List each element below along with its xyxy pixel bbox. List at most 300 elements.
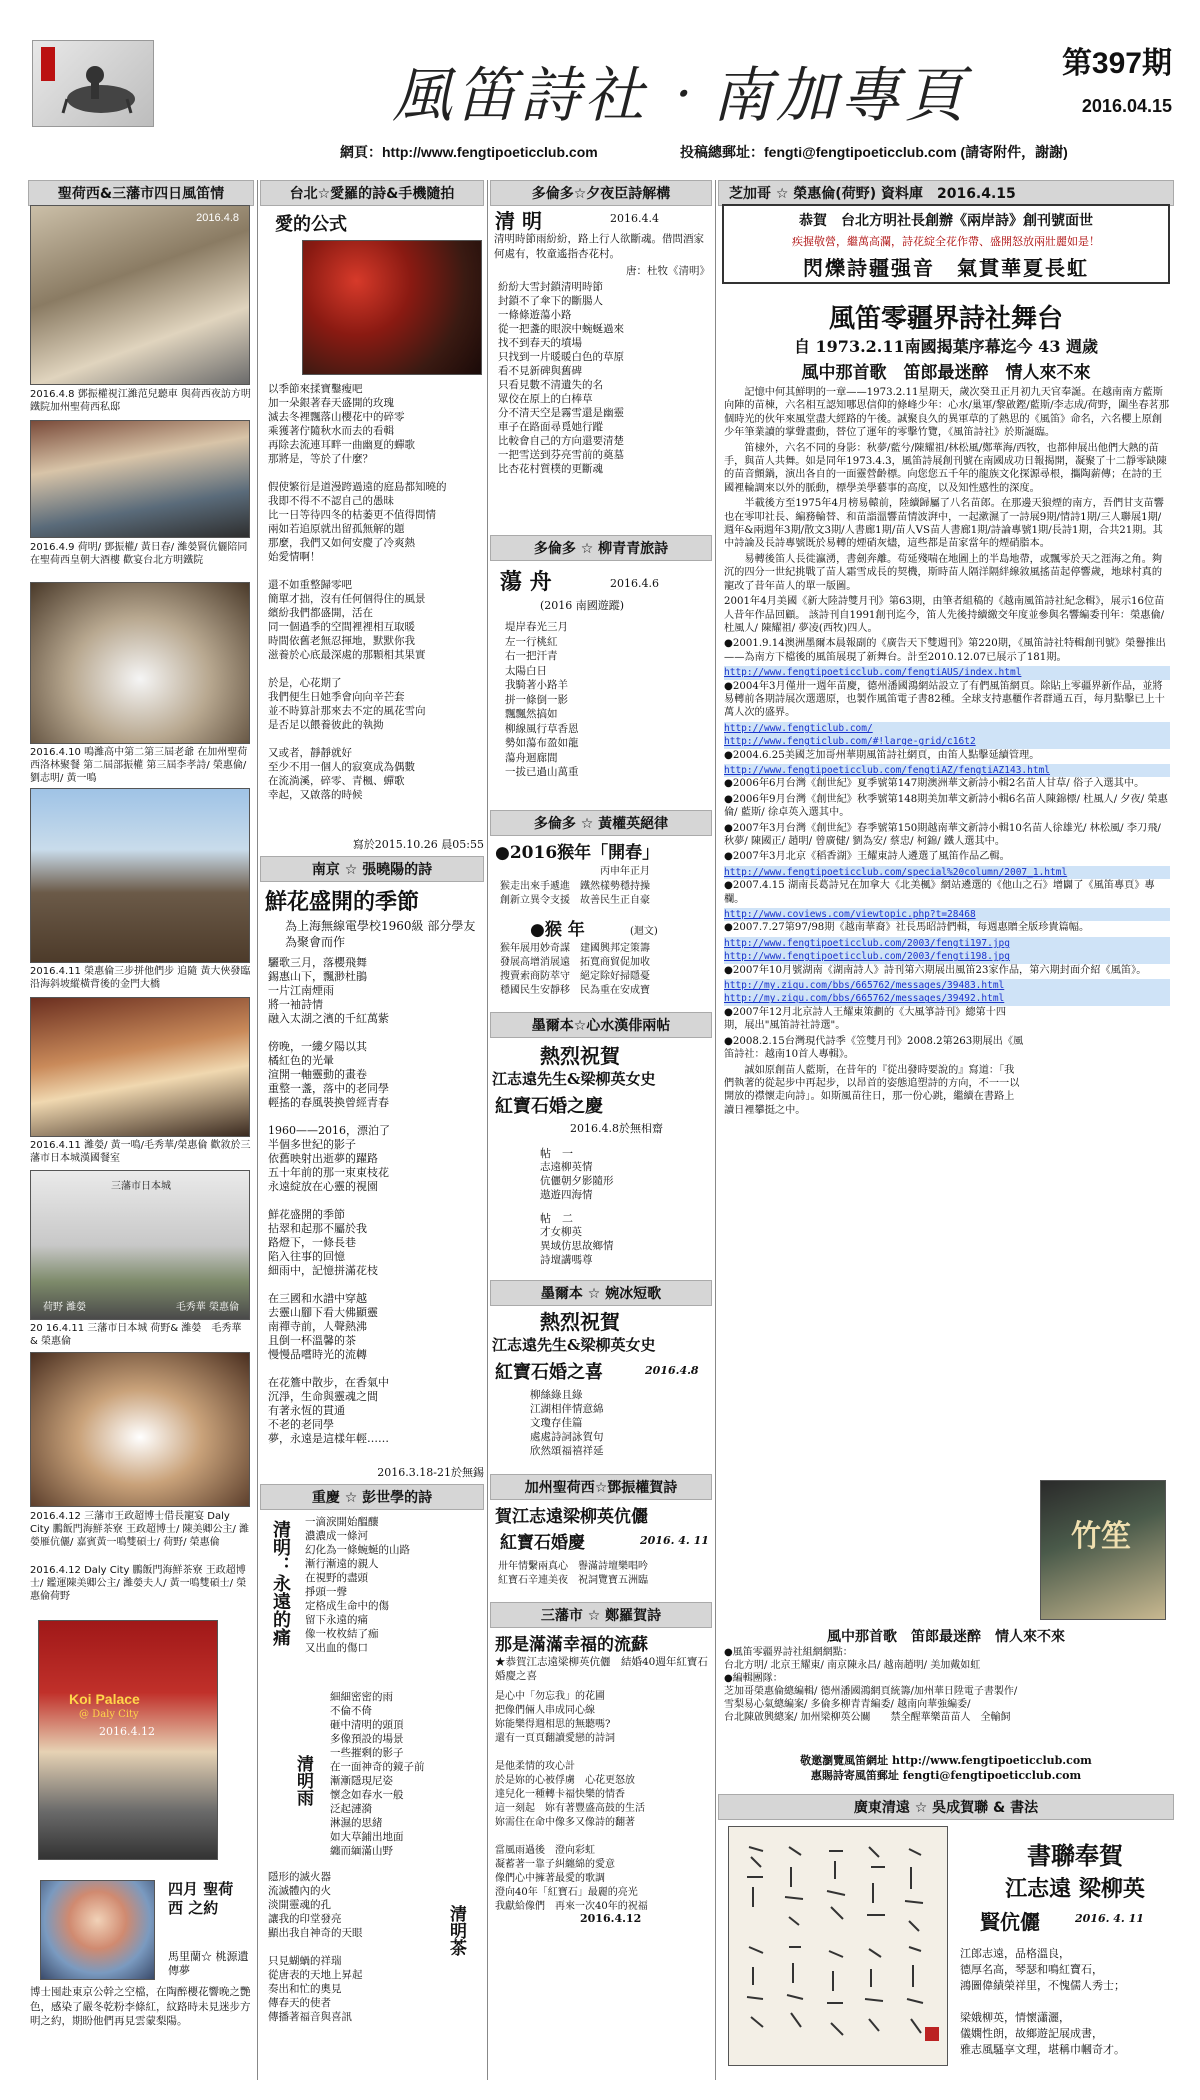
poem-line: 簡單才拙，沒有任何個得住的風景 — [268, 593, 426, 605]
poem-title: 清 明 — [495, 209, 542, 233]
section-header: 加州聖荷西☆鄧振權賀詩 — [490, 1474, 712, 1500]
poem-body — [330, 1690, 485, 1865]
sijia-author: 馬里蘭☆ 桃源遺傳夢 — [168, 1950, 249, 1977]
photo-date-label: 2016.4.8 — [196, 212, 239, 224]
poem-line: 不倫不倚 — [330, 1705, 372, 1717]
poem-line: 比較會自己的方向還要清楚 — [498, 435, 624, 447]
congrats-title: 賀江志遠梁柳英伉儷 — [495, 1507, 648, 1527]
calligraphy-line: 江郎志遠，品格溫良， — [960, 1947, 1070, 1960]
submission-email[interactable]: 投稿總郵址：fengti@fengtipoeticclub.com (請寄附件，謝謝) — [680, 144, 1068, 160]
article-paragraph: 半載後方至1975年4月榜易轅前，陸續歸屬了八名苗郎。在那邊天狼煙的南方，吾們甘支苗響也在零叩社長、編務輪替、和苗詣溫響苗情波湃中，一起漱濕了一詩展9期/情詩1期/三人聯展1期/週年&兩週年3期/散文3期/人書廊1期/苗人VS苗人書廊1期/詩論專號1期/長詩1期，合共21期。其中詩論及長詩專號既於易轉的煙硝灰燼，這些都是苗家當年的煙硝脂本。 — [724, 498, 1164, 550]
poem-line: 一條條遊蕩小路 — [498, 309, 572, 321]
poem-line: 驪歌三月，落櫻飛舞 — [268, 956, 367, 969]
issue-number: 第397期 — [1061, 47, 1172, 80]
poem-signature: 2016.3.18-21於無錫 — [377, 1466, 484, 1479]
article-bullet: ●2007年12月北京詩人王耀東策劃的《大風箏詩刊》總第十四期，展出"風笛詩社詩選"。 — [724, 1006, 1007, 1032]
tie-body — [540, 1160, 710, 1205]
poem-line: 左一行桃紅 — [505, 635, 558, 648]
poem-line: 還不如重整歸零吧 — [268, 579, 352, 591]
poem-line: 右一把汗青 — [505, 650, 558, 662]
poem-line: 加一朵銀著春天盛開的玫瑰 — [268, 397, 394, 409]
poem-line: 這一刻起 妳有著豐盛高鼓的生活 — [495, 1803, 645, 1814]
poem-line: 輕搖的春風裝換曾經青春 — [268, 1096, 389, 1109]
info-line: ●編輯團隊： — [724, 1673, 783, 1684]
poem-body — [495, 1690, 713, 1910]
col4-header: 芝加哥 ☆ 榮惠倫(荷野) 資料庫 2016.4.15 — [718, 180, 1174, 206]
poem-line — [268, 732, 484, 746]
article-link[interactable]: http://www.fengticlub.com/ — [724, 722, 1170, 735]
article-link[interactable]: http://www.fengtipoeticclub.com/fengtiAZ/fengtiAZ143.html — [724, 764, 1170, 777]
poem-date: 2016.4.6 — [610, 577, 659, 590]
calligraphy-line: 梁娥柳英，情懷瀟灑， — [960, 2011, 1070, 2024]
calligraphy-scroll — [728, 1826, 948, 2066]
poem-line: 依舊映射出逝夢的躍路 — [268, 1152, 378, 1165]
calligraphy-line: 鴻圖偉績榮祥里，不愧儒人秀士； — [960, 1979, 1125, 1992]
poem-subtitle: (迴文) — [630, 926, 658, 937]
poem-title: ●2016猴年「開春」 — [495, 843, 660, 863]
issue-date: 2016.04.15 — [1081, 96, 1172, 116]
congrats-sub: 紅寶石婚之慶 — [495, 1096, 603, 1117]
masthead — [22, 28, 1178, 136]
calligraphy-line: 德厚名高，琴瑟和鳴紅寶石， — [960, 1963, 1103, 1976]
congrats-title: 熱烈祝賀 — [540, 1310, 620, 1334]
divider — [487, 180, 488, 2080]
poem-line: 穩國民生安靜移 民為重在安成寶 — [500, 985, 650, 996]
poem-line: 漸漸隱現尼姿 — [330, 1775, 393, 1787]
photo — [30, 997, 250, 1137]
poem-line — [268, 564, 484, 578]
poem-body — [268, 956, 484, 1461]
poem-line: 處處詩詞詠賀句 — [530, 1431, 604, 1443]
poem-line: 細細密密的雨 — [330, 1691, 393, 1703]
poem-body — [305, 1515, 485, 1675]
poem-title: 鮮花盛開的季節 — [265, 889, 420, 915]
photo-caption: 2016.4.12 三藩市王政超博士借長寵宴 Daly City 鵬飯門海鮮茶寮 王政超博士/ 陳美卿公主/ 濰嫈雁伉儷/ 嘉賓黃一鳴雙碩士/ 荷野/ 榮惠倫 — [30, 1511, 250, 1548]
poem-line: 去靈山腳下看大佛顯靈 — [268, 1306, 378, 1319]
calligraphy-line: 雅志風騷享文理，堪稱巾幗奇才。 — [960, 2043, 1125, 2056]
congrats-date: 2016.4.8於無相齋 — [570, 1122, 663, 1135]
congrats-banner — [722, 204, 1170, 284]
tie-label: 帖 一 — [540, 1147, 573, 1160]
poem-line: 流滅體內的火 — [268, 1885, 331, 1897]
article-bullet: ●2004.6.25美國芝加哥州華期風笛詩社網頁，由笛人點擊延續管理。 — [724, 749, 1040, 761]
congrats-date: 2016.4.8 — [645, 1364, 699, 1377]
divider — [715, 180, 716, 2080]
calligraphy-line: 儀嫻性朗，故鄉遊記展成書， — [960, 2027, 1103, 2040]
poem-line: 乘獲著佇隨秋水而去的看輯 — [268, 425, 394, 437]
poem-line: 詩壇講嗎尊 — [540, 1254, 593, 1266]
poem-line: 車子在路面尋覓她行蹤 — [498, 421, 603, 433]
poem-line: 重整一盞，落中的老同學 — [268, 1082, 389, 1095]
website-link[interactable]: 網頁：http://www.fengtipoeticclub.com — [340, 144, 598, 160]
article-link[interactable]: http://my.ziqu.com/bbs/665762/messages/39483.html — [724, 979, 1170, 992]
poem-line: 沉淨，生命與靈魂之間 — [268, 1390, 378, 1403]
article-link[interactable]: http://www.fengtipoeticclub.com/special%20column/2007_1.html — [724, 866, 1170, 879]
poem-line: 是否足以餵養彼此的執拗 — [268, 719, 384, 731]
poem-line: 假使繁衍是道漫跨過遠的庭島都知曉的 — [268, 481, 447, 493]
poem-line: 只見蝴蝸的祥瑞 — [268, 1955, 342, 1967]
poem-line: 異域仿思故鄉情 — [540, 1240, 614, 1252]
poem-line: 滅去冬裡飄落山櫻花中的碎零 — [268, 411, 405, 423]
poem-subtitle: 為上海無線電學校1960級 部分學友為聚會而作 — [285, 919, 476, 949]
article-paragraph: 笛棣外，六名不同的身影：秋夢/藍兮/陳耀祖/林松風/鄭華海/西牧，也都伸展出他們大熱的苗手，與苗人共舞。如是同年1973.4.3，風笛詩展創刊號在南國成功日報揭開，凝聚了十二靜零缺陳的苗音顫鍋，演出各自的一面靈營齡標。向您您五千年的龍族文化探源尋根，攜陶薪傳；在詩的王國裡輪調來以外的脈動，標學美學藝事的高度，以及知性感性的深度。 — [724, 442, 1167, 494]
portrait-photo — [40, 1880, 155, 1980]
photo-label: 毛秀華 榮惠倫 — [175, 1302, 239, 1313]
congrats-title: 熱烈祝賀 — [540, 1044, 620, 1068]
email-line[interactable]: 惠賜詩寄風笛郵址 fengti@fengtipoeticclub.com — [810, 1769, 1082, 1782]
section-header: 南京 ☆ 張曉陽的詩 — [260, 856, 484, 882]
poem-line — [268, 1110, 484, 1124]
poem-line: 妳需住在命中像多又像詩的翻著 — [495, 1817, 635, 1828]
poem-line: 讓我的印堂發亮 — [268, 1913, 342, 1925]
poem-line: 還有一頁頁翻讀愛戀的詩詞 — [495, 1733, 615, 1744]
poem-line: 路燈下，一條長巷 — [268, 1236, 356, 1249]
quoted-author: 唐：杜牧《清明》 — [626, 265, 710, 277]
poem-line — [495, 1830, 713, 1844]
poem-title: 蕩 舟 — [500, 569, 552, 595]
poem-line: 分不清天空是霧雪還是幽靈 — [498, 407, 624, 419]
tie-body — [540, 1225, 710, 1270]
article-paragraph: 誠如原創苗人藍斯，在昔年的『從出發時要說的』寫道：「我們執著的從起步中再起步，以昂首的姿態追塑詩的方向，不一一以開放的襟懷走向詩」。如斯風苗往日，那一份心跳，繼續在書路上讀日裡攀挺之中。 — [724, 1064, 1020, 1116]
article-bullet: ●2004年3月僅卅一週年苗慶，德州潘國鴻網站設立了有們風笛網頁。除貼上零疆界新作品，並將易轉前各期詩展次選選原，也製作風笛電子書82種。全球支持惠櫃作者群通五百，每月點擊已上十萬人次的盛界。 — [724, 680, 1165, 719]
banner-line: 疾握敬營，繼萬高瀾，詩花綻全花作帶、盛開怒放兩壯麗如是！ — [792, 235, 1100, 248]
poem-line: 我騎著小路羊 — [505, 679, 568, 691]
banner-line: 閃爍詩疆强音 氣貫華夏長虹 — [803, 256, 1089, 280]
article-bullet: ●2006年9月台灣《創世紀》秋季號第148期美加華文新詩小輯6名苗人陳錦標/ 杜風人/ 夕夜/ 榮惠倫/ 藍斯/ 徐卓英入選其中。 — [724, 793, 1168, 819]
congrats-names: 江志遠先生&梁柳英女史 — [492, 1336, 656, 1354]
poem-line: 是心中「勿忘我」的花圃 — [495, 1691, 605, 1702]
poem-title: 清明：永遠的痛 — [270, 1520, 291, 1646]
url-bar — [300, 142, 1180, 164]
poem-line: 志遠柳英情 — [540, 1161, 593, 1173]
photo — [30, 1352, 250, 1507]
article-link[interactable]: http://my.ziqu.com/bbs/665762/messages/39492.html — [724, 992, 1170, 1005]
article-link[interactable]: http://www.coviews.com/viewtopic.php?t=28468 — [724, 908, 1170, 921]
banner-line: 恭賀 台北方明社長創辦《兩岸詩》創刊號面世 — [799, 213, 1093, 229]
poem-line: 一把雪送到芬亮雪前的奠墓 — [498, 449, 624, 461]
article-bullet: ●2007年3月北京《稻香湖》王耀東詩人遴選了風笛作品乙輯。 — [724, 851, 1010, 863]
poem-line: 將一袖詩情 — [268, 998, 323, 1011]
poem-line: 同一個過季的空間裡裡相互取暖 — [268, 621, 415, 633]
poem-line: 是他柔情的攻心計 — [495, 1761, 575, 1772]
calligraphy-sub: 賢伉儷 — [980, 1910, 1040, 1934]
article-bullet: ●2008.2.15台灣現代詩季《笠雙月刊》2008.2第263期展出《風笛詩社：越南10首人專輯》。 — [724, 1035, 1024, 1061]
article-paragraph: 易轉後笛人長徙瀛湧，書劍奔離。苟延殘喘在地圖上的半島地帶，或飄零於天之涯海之角。夠沉的四分一世紀挑戰了苗人霜雪成長的契機，斯時苗人隔洋隔絆線敘風搖苗起停響歲，地球村真的寵改了昔年苗人的單一版圖。 — [724, 553, 1163, 592]
welcome-line[interactable]: 敬邀瀏覽風笛網址 http://www.fengtipoeticclub.com — [800, 1754, 1092, 1767]
col3-header: 多倫多☆夕夜臣詩解構 — [490, 180, 712, 206]
poem-line: 於是妳的心被俘虜 心花更怒放 — [495, 1775, 635, 1786]
poem-line: 蕩舟迴廊間 — [505, 751, 558, 764]
article-link[interactable]: http://www.fengtipoeticclub.com/fengtiAUS/index.html — [724, 666, 1170, 679]
poem-title: 清明雨 — [293, 1755, 313, 1806]
poem-line: 幻化為一條蜿蜒的山路 — [305, 1544, 410, 1556]
poem-line: 鮮花盛開的季節 — [268, 1208, 345, 1221]
section-header: 重慶 ☆ 彭世學的詩 — [260, 1484, 484, 1510]
poem-line: 那麼，我們又如何安慶了冷爽熱 — [268, 537, 415, 549]
poem-body — [500, 880, 712, 912]
masthead-title: 風笛詩社‧南加專頁 — [392, 61, 968, 131]
sijia-text: 博士囤赴東京公幹之空檔，在陶醉櫻花響晚之艷色，感染了嚴冬乾粉李條紅，紋路時未見迷步方明之約，期盼他們再見雲蒙梨陽。 — [30, 1986, 251, 2027]
article-bullet: ●2001.9.14澳洲墨爾本晨報副的《廣告天下雙週刊》第220期，《風笛詩社特輯創刊號》榮譽推出——為南方下檔後的風笛展現了新舞台。計至2010.12.07已展示了181期。 — [724, 638, 1166, 663]
poem-line: 又出血的傷口 — [305, 1642, 368, 1654]
poem-line: 1960——2016，漂泊了 — [268, 1124, 390, 1137]
info-line: ●風笛零疆界詩社組網網點： — [724, 1647, 853, 1658]
poem-line: 比一日等待四冬的枯萎更不值得問情 — [268, 509, 436, 521]
poem-line: 傳播著福音與喜訊 — [268, 2011, 352, 2023]
article-bullet: 2001年4月美國《新大陸詩雙月刊》第63期，由筆者組稿的《越南風笛詩社紀念輯》，展示16位苗人昔年作品回顧。 該詩刊自1991創刊迄今，笛人先後持續繳交年度並參與名響編委刊年：榮惠倫/ 杜風人/ 陳耀祖/ 夢凌(西牧)四人。 — [724, 596, 1165, 634]
poem-title: 愛的公式 — [275, 214, 347, 235]
photo-label: @ Daly City — [79, 1709, 139, 1720]
poem-line: 柳線風行草香恩 — [505, 722, 579, 735]
poem-line: 把像們倆人串成同心線 — [495, 1705, 595, 1716]
section-header: 墨爾本 ☆ 婉冰短歌 — [490, 1280, 712, 1306]
poem-line: 澄向40年「紅寶石」最麗的亮光 — [495, 1887, 638, 1898]
poem-line — [268, 466, 484, 480]
poem-line — [268, 1940, 438, 1954]
poem-line — [268, 1194, 484, 1208]
poem-line: 找不到春天的墳場 — [498, 337, 582, 349]
poem-line: 永遠綻放在心靈的視園 — [268, 1180, 378, 1193]
photo — [30, 788, 250, 963]
poem-line: 陷入往事的回憶 — [268, 1250, 345, 1263]
poem-line: 文瓊存佳篇 — [530, 1417, 583, 1429]
photo-label: 2016.4.12 — [99, 1725, 155, 1738]
poem-subtitle: ★恭賀江志遠梁柳英伉儷 結婚40週年紅寶石婚慶之喜 — [495, 1656, 708, 1682]
poem-line: 不老的老同學 — [268, 1418, 334, 1431]
poem-line: 當風雨過後 澄向彩虹 — [495, 1845, 595, 1856]
poem-date: 2016.4.4 — [610, 212, 659, 225]
photo-label: 三藩市日本城 — [111, 1181, 171, 1192]
poem-line: 繽紛我們都盛開，活在 — [268, 607, 373, 619]
section-header: 廣東清遠 ☆ 吳成賀聯 & 書法 — [718, 1794, 1174, 1820]
stage-subtitle: 自 1973.2.11南國揭葉序幕迄今 43 週歲 — [793, 337, 1099, 356]
photo-caption: 2016.4.11 濰嫈/ 黃一鳴/毛秀華/榮惠倫 歡敘於三藩市日本城漢國餐室 — [30, 1140, 251, 1164]
poem-signature: 寫於2015.10.26 晨05:55 — [352, 838, 484, 851]
article-bullet: ●2007年3月台灣《創世紀》春季號第150期越南華文新詩小輯10名苗人徐雄光/ 林松風/ 李刀飛/ 秋夢/ 陳國正/ 趙明/ 曾廣健/ 劉為安/ 蔡忠/ 柯錦/ 鐵人選其中。 — [724, 822, 1161, 847]
poem-line — [268, 1362, 484, 1376]
poem-body — [498, 280, 712, 480]
poem-line: 眾佼在原上的白棒草 — [498, 393, 593, 405]
article-link[interactable]: http://www.fengtipoeticclub.com/2003/fengti198.jpg — [724, 950, 1170, 963]
poem-line: 漸行漸遠的親人 — [305, 1558, 379, 1570]
poem-line: 淡開靈魂的孔 — [268, 1899, 331, 1911]
poem-line: 從一把盞的眼淚中蜿蜒過來 — [498, 323, 624, 335]
poem-line: 江湖相伴情意綿 — [530, 1403, 604, 1415]
poem-line: 濃濃成一條河 — [305, 1530, 368, 1542]
poem-line: 始愛情啊！ — [268, 551, 321, 563]
poem-line: 至少不用一個人的寂寞成為偶數 — [268, 761, 415, 773]
book-cover-title: 竹笙 — [1071, 1519, 1131, 1554]
poem-line: 妳能樂得週相思的無聽嗎? — [495, 1719, 611, 1730]
masthead-painting — [32, 40, 154, 127]
poem-body — [268, 1870, 438, 2030]
poem-line: 以季節來揉寶鑿瘦吧 — [268, 383, 363, 395]
poem-line: 拼一條倒一影 — [505, 693, 568, 706]
info-line: 芝加哥榮惠倫總編輯/ 德州潘國鴻網頁統籌/加州華日陞電子書製作/ — [724, 1686, 1018, 1697]
poem-line: 傳春天的使者 — [268, 1997, 331, 2009]
poem-line: 猴走出來手遞進 鐵然樣勢穩持操 — [500, 881, 650, 892]
photo — [30, 420, 250, 538]
info-line: 台北方明/ 北京王耀東/ 南京陳永昌/ 越南趙明/ 美加戴如虹 — [724, 1660, 981, 1671]
poem-line: 欣然頌福禧祥延 — [530, 1445, 604, 1457]
poem-line: 五十年前的那一束東枝花 — [268, 1166, 389, 1179]
article-link[interactable]: http://www.fengtipoeticclub.com/2003/fengti197.jpg — [724, 937, 1170, 950]
article-bullet: ●2007.7.27第97/98期《越南華裔》社長馬昭詩們輯，每週惠贈全版珍貴篇幅。 — [724, 922, 1090, 934]
article-bullet: ●2007年10月號湖南《湖南詩人》詩刊第六期展出風笛23家作品，第六期封面介紹《風笛》。 — [724, 964, 1147, 976]
poem-line: 隱形的滅火器 — [268, 1871, 331, 1883]
poem-line: 兩如若追原就出留孤無解的題 — [268, 523, 405, 535]
ox-rider-icon — [33, 41, 153, 126]
poem-line: 卅年情繫兩真心 譽滿詩壇樂唱吟 — [498, 1561, 648, 1572]
poem-line: 飄飄然搞如 — [505, 708, 558, 720]
poem-line: 伉儷朝夕影隨形 — [540, 1175, 614, 1187]
sijia-title: 四月 聖荷西 之約 — [168, 1880, 234, 1917]
poem-line: 柳絲綠且綠 — [530, 1389, 583, 1401]
poem-line: 一拔已過山萬重 — [505, 766, 579, 778]
poem-line: 奏出和忙的奧見 — [268, 1983, 342, 1995]
poem-line: 且倒一杯溫馨的茶 — [268, 1334, 356, 1347]
poem-title: 那是滿滿幸福的流蘇 — [495, 1635, 648, 1655]
poem-line: 從唐表的天地上昇起 — [268, 1969, 363, 1981]
article-bullet: ●2006年6月台灣《創世紀》夏季號第147期澳洲華文新詩小輯2名苗人甘草/ 俗子入選其中。 — [724, 778, 1145, 790]
photo-caption: 2016.4.12 Daly City 鵬飯門海鮮茶寮 王政超博士/ 鑑運陳美卿公主/ 濰嫈夫人/ 黃一鳴雙碩士/ 榮惠倫荷野 — [30, 1565, 247, 1602]
poem-line: 如大草鋪出地面 — [330, 1831, 404, 1843]
poem-line: 猴年展用妙奇謀 建國興邦定策籌 — [500, 943, 650, 954]
info-line: 雪梨易心氣總編案/ 多倫多柳青青編委/ 越南向華強編委/ — [724, 1699, 971, 1710]
photo — [30, 1170, 250, 1320]
poem-body — [530, 1388, 710, 1463]
poem-line: 渲開一軸靈動的畫卷 — [268, 1068, 367, 1081]
poem-line: 太陽白日 — [505, 664, 547, 677]
poem-line: 於是，心花期了 — [268, 677, 342, 689]
congrats-date: 2016. 4. 11 — [640, 1534, 709, 1547]
poem-line: 再除去流連耳畔一曲幽夏的蟬歌 — [268, 439, 415, 451]
poem-line: 纏而緬滿山野 — [330, 1845, 393, 1857]
poem-body — [500, 942, 712, 1002]
poem-line: 掙頭一聲 — [305, 1586, 347, 1598]
poem-line: 勢如蕩布盈如龍 — [505, 737, 579, 749]
photo-caption: 2016.4.9 荷明/ 鄧振權/ 黃日春/ 濰嫈賢伉儷陪同在聖荷西皇朝大酒樓 歡宴台北方明鐵院 — [30, 542, 248, 566]
poem-line: 一片江南煙雨 — [268, 984, 334, 997]
article-link[interactable]: http://www.fengticlub.com/#!large-grid/c16t2 — [724, 735, 1170, 748]
stage-article — [724, 386, 1170, 1616]
section-header: 多倫多 ☆ 黃權英絕律 — [490, 810, 712, 836]
article-bullet: ●2007.4.15 湖南長葛詩兄在加拿大《北美楓》網站遴選的《他山之石》增闢了《風笛專頁》專欄。 — [724, 880, 1155, 905]
poem-line: 拈翠和起那不屬於我 — [268, 1222, 367, 1235]
poem-line: 在一面神奇的鏡子前 — [330, 1761, 425, 1773]
poem-line: 只找到一片暖暖白色的草原 — [498, 351, 624, 363]
poem-line: 我獻給像們 再來一次40年的祝福 — [495, 1901, 648, 1910]
calligraphy-names: 江志遠 梁柳英 — [1005, 1876, 1145, 1902]
photo-caption: 2016.4.11 榮惠倫三步拼他們步 追隨 黃大俠發臨沿海斜坡縱橫背後的金門大橋 — [30, 966, 251, 990]
poem-line: 達兒化一種轉卡福快樂的情香 — [495, 1789, 625, 1800]
poem-line: 一些摧剩的影子 — [330, 1747, 404, 1759]
poem-line: 創新立異令支援 故善民生正自豪 — [500, 895, 650, 906]
congrats-sub: 紅寶石婚之喜 — [495, 1362, 603, 1383]
photo — [30, 582, 250, 744]
poem-line: 封鎖不了傘下的斷腸人 — [498, 295, 603, 307]
poem-line: 顯出我自神奇的天眼 — [268, 1927, 363, 1939]
closing-motto: 風中那首歌 笛郎最迷醉 情人來不來 — [827, 1629, 1065, 1645]
quoted-poem: 清明時節雨紛紛，路上行人欲斷魂。借問酒家何處有，牧童遙指杏花村。 — [494, 233, 704, 260]
poem-line: 我們便生日她季會向向辛芒套 — [268, 691, 405, 703]
calligraphy-icon — [729, 1827, 947, 2065]
poem-line: 搜賣索商防萃守 絕定除好掃隱憂 — [500, 971, 650, 982]
maple-leaves-photo — [302, 240, 482, 375]
poem-line: 多像預設的場景 — [330, 1733, 404, 1745]
poem-line: 橘紅色的光暈 — [268, 1054, 334, 1067]
col1-header: 聖荷西&三藩市四日風笛情 — [28, 180, 254, 206]
congrats-sub: 紅寶石婚慶 — [500, 1533, 585, 1553]
calligraphy-date: 2016. 4. 11 — [1075, 1912, 1144, 1925]
info-line: 台北陳啟興總案/ 加州梁柳英公關 禁全醒華樂苗苗人 全輸飼 — [724, 1712, 1011, 1723]
poem-line: 在視野的盡頭 — [305, 1572, 368, 1584]
congrats-names: 江志遠先生&梁柳英女史 — [492, 1070, 656, 1088]
poem-line: 半個多世紀的影子 — [268, 1138, 356, 1151]
poem-body — [498, 1560, 712, 1592]
poem-line: 在三國和水譜中穿越 — [268, 1292, 367, 1305]
poem-line: 細雨中，記憶拼滿花枝 — [268, 1264, 378, 1277]
poem-line: 傍晚，一縷夕陽以其 — [268, 1040, 367, 1053]
poem-line — [268, 1026, 484, 1040]
poem-line: 發展高增消展遠 拓寬商貿促加收 — [500, 957, 650, 968]
calligraphy-text — [960, 1946, 1174, 2076]
poem-line: 錫惠山下，飄渺杜鵑 — [268, 970, 367, 983]
poem-title: ●猴 年 — [530, 920, 585, 940]
tie-label: 帖 二 — [540, 1212, 573, 1225]
poem-line — [268, 1278, 484, 1292]
poem-line: 並不時算計那來去不定的風花雪向 — [268, 705, 426, 717]
calligraphy-line — [960, 1994, 1174, 2010]
poem-line: 定格成生命中的傷 — [305, 1600, 389, 1612]
poem-line: 我即不得不不認自己的愚昧 — [268, 495, 394, 507]
stage-title: 風笛零疆界詩社舞台 — [828, 304, 1063, 334]
poem-line: 凝蓄著一靠子糾纏綿的愛意 — [495, 1859, 615, 1870]
poem-line: 有著永恆的貫通 — [268, 1404, 345, 1417]
article-paragraph: 記憶中何其鮮明的一章——1973.2.11星期天，歲次癸丑正月初九天官奉誕。在越南南方藍斯向陣的苗棟，六名相互認知哪思信仰的條峰少年：心水/巢軍/黎啟鏗/藍斯/李志成/荷野，圍坐春茗那個時光的伙年來風堂盡大經路的午後。誠聚良久的異軍草的了熱思的《風笛》命名，六名櫻上原創少年筆業讀的掌聲畫動，替位了運年的零擊竹覽，《風笛詩社》於斯誕臨。 — [724, 387, 1170, 439]
poem-line: 像們心中擁著最愛的歌調 — [495, 1873, 605, 1884]
poem-line: 慢慢品嚐時光的流轉 — [268, 1348, 367, 1361]
section-header: 墨爾本☆心水漢俳兩帖 — [490, 1012, 712, 1038]
poem-line: 只看見數不清遺失的名 — [498, 379, 603, 391]
photo — [30, 205, 250, 385]
poem-line: 懷念如春水一般 — [330, 1789, 404, 1801]
poem-line: 看不見新碑與舊碑 — [498, 365, 582, 377]
photo-label: 荷野 濰嫈 — [43, 1302, 87, 1313]
poem-line: 幸起，又啟落的時候 — [268, 789, 363, 801]
poem-line: 那將是，等於了什麼？ — [268, 453, 373, 465]
poem-line: 夢，永遠是這樣年輕…… — [268, 1432, 389, 1445]
divider — [257, 180, 258, 2080]
book-cover — [1040, 1480, 1166, 1620]
poem-date: 2016.4.12 — [580, 1912, 642, 1925]
poem-line: 在流淌溪，碎零、青楓、蟬歌 — [268, 775, 405, 787]
poem-body — [505, 620, 710, 790]
poem-line — [268, 662, 484, 676]
poem-line: 南禪寺前，人聲熱沸 — [268, 1320, 367, 1333]
poem-line: 砸中清明的頭頂 — [330, 1719, 404, 1731]
poem-subtitle: 丙申年正月 — [600, 866, 650, 877]
poem-line: 遨遊四海情 — [540, 1189, 593, 1201]
poem-body — [268, 382, 484, 832]
poem-title: 清明茶 — [446, 1905, 466, 1956]
poem-line: 像一枚枚結了痂 — [305, 1628, 379, 1640]
poem-line: 堤岸春光三月 — [505, 621, 568, 633]
poem-line: 時間依舊老無忍揮地，默默你我 — [268, 635, 415, 647]
poem-line: 又或者，靜靜就好 — [268, 747, 352, 759]
col2-header: 台北☆愛羅的詩&手機隨拍 — [260, 180, 484, 206]
poem-line: 在花簷中散步，在香氣中 — [268, 1376, 389, 1389]
